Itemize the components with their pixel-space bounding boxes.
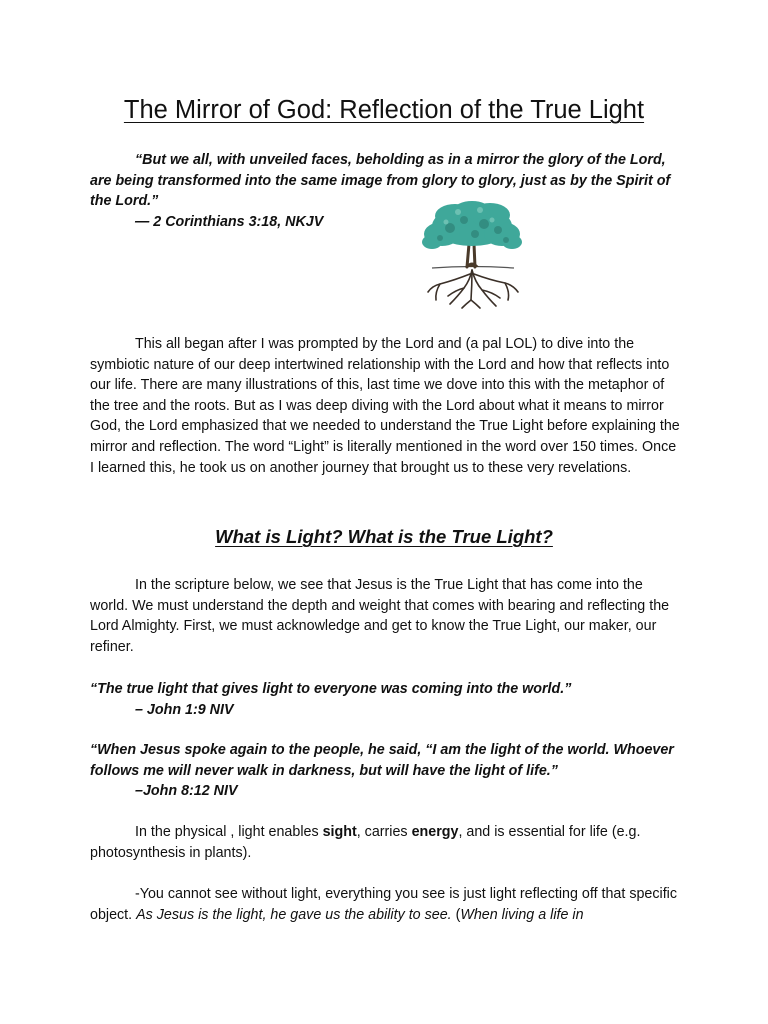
bold-term-energy: energy — [411, 824, 459, 840]
text-run: -You cannot see without light, everything you see is just light reflecting off that specific object. — [90, 886, 678, 923]
text-run: , and is essential for life (e.g. photosynthesis in plants). — [90, 824, 641, 861]
verse-reference: – John 1:9 NIV — [135, 701, 234, 718]
text-run: In the physical , light enables — [135, 824, 323, 840]
verse-quote: “The true light that gives light to everyone was coming into the world.” — [90, 681, 572, 697]
verse-reference: –John 8:12 NIV — [135, 783, 238, 800]
epigraph-reference: — 2 Corinthians 3:18, NKJV — [135, 213, 324, 230]
italic-run: As Jesus is the light, he gave us the ability to see. — [136, 906, 452, 923]
section-heading: What is Light? What is the True Light? — [215, 526, 553, 547]
text-run: ( — [451, 906, 461, 923]
section-paragraph: In the scripture below, we see that Jesus is the True Light that has come into the world. We must understand the depth and weight that comes with bearing and reflecting the Lord Almighty. First, we must acknowledge and get to know the True Light, our maker, our refiner. — [90, 577, 670, 655]
epigraph-quote: “But we all, with unveiled faces, beholding as in a mirror the glory of the Lord, are being transformed into the same image from glory to glory, just as by the Spirit of the Lord.” — [90, 152, 671, 210]
sight-paragraph — [90, 884, 680, 925]
verse-john-8-12 — [90, 740, 680, 802]
verse-quote: “When Jesus spoke again to the people, he said, “I am the light of the world. Whoever follows me will never walk in darkness, but will have the light of life.” — [90, 742, 674, 779]
italic-run: When living a life in — [460, 906, 584, 923]
page-title: The Mirror of God: Reflection of the True Light — [123, 96, 645, 124]
verse-john-1-9 — [90, 679, 680, 720]
text-run: , carries — [356, 824, 412, 840]
tree-with-roots-icon — [380, 200, 565, 315]
bold-term-sight: sight — [322, 824, 357, 840]
physical-paragraph — [90, 822, 680, 863]
intro-paragraph: This all began after I was prompted by the Lord and (a pal LOL) to dive into the symbiotic nature of our deep intertwined relationship with the Lord and how that reflects into our life. There are many illustrations of this, last time we dove into this with the metaphor of the tree and the roots. But as I was deep diving with the Lord about what it means to mirror God, the Lord emphasized that we needed to understand the True Light before explaining the mirror and reflection. The word “Light” is literally mentioned in the word over 150 times. Once I learned this, he took us on another journey that brought us to these very revelations. — [90, 336, 680, 476]
